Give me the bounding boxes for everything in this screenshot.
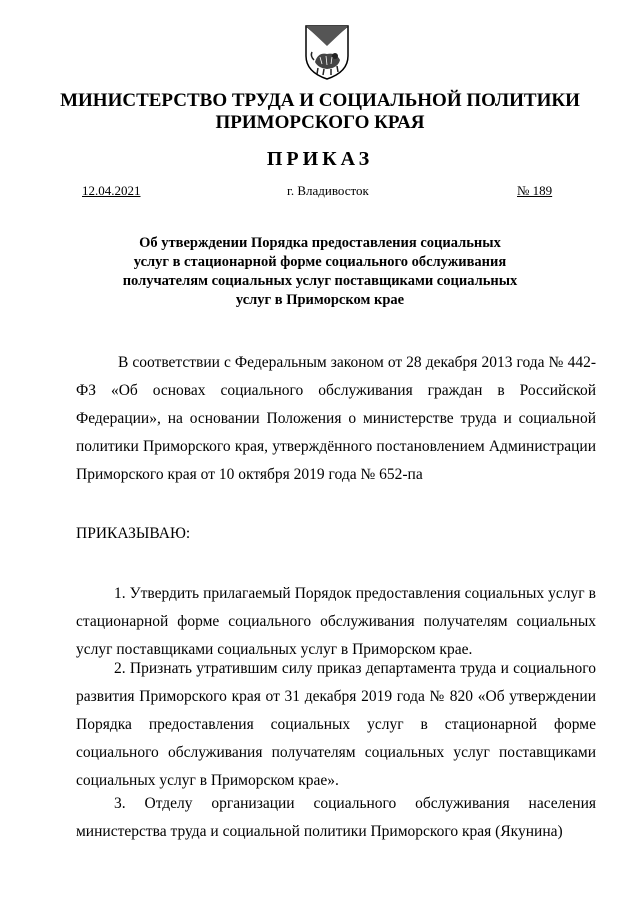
orders-word: ПРИКАЗЫВАЮ: — [76, 525, 191, 542]
order-item-3: 3. Отделу организации социального обслуживания населения министерства труда и социальной политики Приморского края (Якунина) — [76, 795, 596, 840]
subject-line3: получателям социальных услуг поставщиками социальных — [122, 273, 518, 289]
order-item-2: 2. Признать утратившим силу приказ департамента труда и социального развития Приморского края от 31 декабря 2019 года № 820 «Об утверждении Порядка предоставления социальных услуг в стационарной форме социального обслуживания получателям социальных услуг поставщиками социальных услуг в Приморском крае». — [76, 660, 596, 789]
subject-line4: услуг в Приморском крае — [235, 292, 405, 308]
subject-line1: Об утверждении Порядка предоставления социальных — [139, 235, 501, 251]
coat-of-arms-icon — [300, 22, 354, 82]
order-city: г. Владивосток — [287, 183, 369, 198]
order-number: № 189 — [517, 183, 553, 198]
order-heading: ПРИКАЗ — [266, 148, 374, 170]
ministry-title-line1: МИНИСТЕРСТВО ТРУДА И СОЦИАЛЬНОЙ ПОЛИТИКИ — [60, 90, 580, 111]
ministry-title — [60, 90, 580, 134]
order-subject — [110, 234, 530, 310]
preamble-paragraph: В соответствии с Федеральным законом от 28 декабря 2013 года № 442-ФЗ «Об основах социального обслуживания граждан в Российской Федерации», на основании Положения о министерстве труда и социальной политики Приморского края, утверждённого постановлением Администрации Приморского края от 10 октября 2019 года № 652-па — [76, 354, 596, 483]
subject-line2: услуг в стационарной форме социального обслуживания — [133, 254, 507, 270]
ministry-title-line2: ПРИМОРСКОГО КРАЯ — [215, 112, 425, 133]
order-date: 12.04.2021 — [82, 183, 141, 198]
order-item-1: 1. Утвердить прилагаемый Порядок предоставления социальных услуг в стационарной форме социального обслуживания получателям социальных услуг поставщиками социальных услуг в Приморском крае. — [76, 585, 596, 658]
